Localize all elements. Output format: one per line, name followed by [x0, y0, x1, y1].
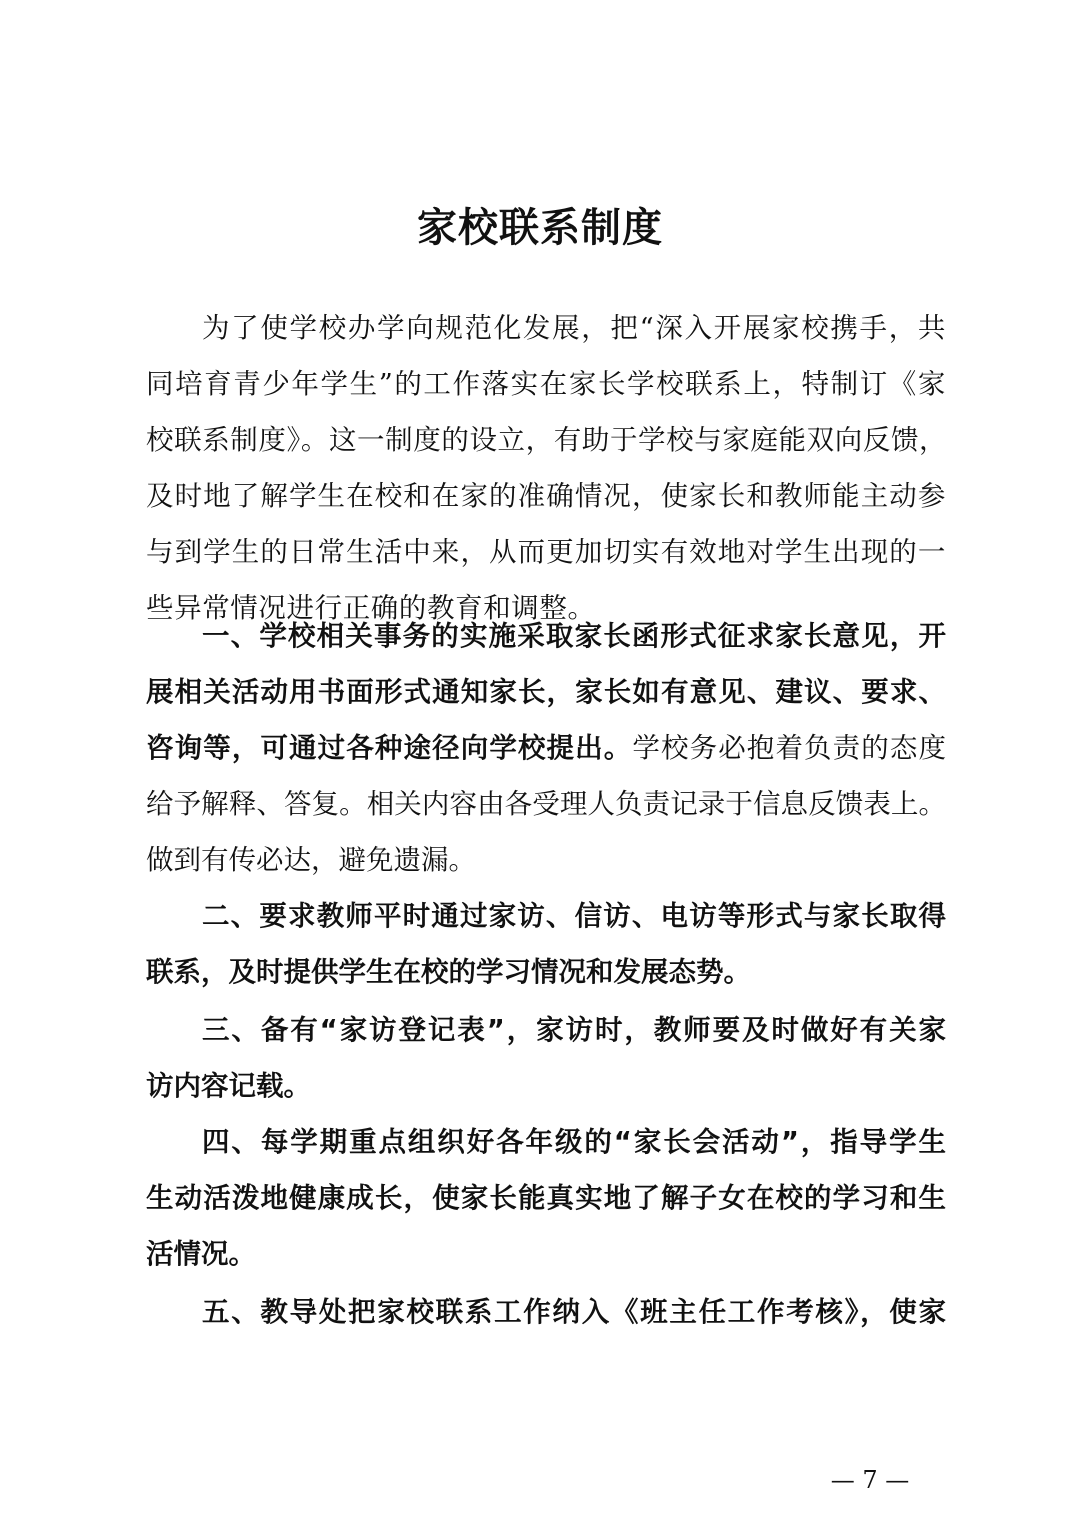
text-line-mixed: [146, 720, 946, 776]
text-line: 同培育青少年学生”的工作落实在家长学校联系上，特制订《家: [146, 368, 946, 400]
section-two: [146, 888, 946, 1000]
section-five: [146, 1284, 946, 1340]
text-line: 及时地了解学生在校和在家的准确情况，使家长和教师能主动参: [146, 480, 946, 512]
text-regular-segment: 学校务必抱着负责的态度: [632, 732, 947, 764]
text-line: 二、要求教师平时通过家访、信访、电访等形式与家长取得: [202, 900, 946, 932]
text-line: 展相关活动用书面形式通知家长，家长如有意见、建议、要求、: [146, 676, 946, 708]
section-three: [146, 1002, 946, 1114]
text-line: 为了使学校办学向规范化发展，把“深入开展家校携手，共: [202, 312, 947, 344]
text-bold-segment: 咨询等，可通过各种途径向学校提出。: [146, 732, 633, 764]
text-line: 做到有传必达，避免遗漏。: [146, 844, 476, 876]
text-line: 些异常情况进行正确的教育和调整。: [146, 592, 596, 624]
page-number: — 7 —: [830, 1466, 910, 1494]
text-line: 四、每学期重点组织好各年级的“家长会活动”，指导学生: [202, 1126, 946, 1158]
text-line: 活情况。: [146, 1238, 256, 1270]
page-title: 家校联系制度: [417, 205, 663, 251]
text-line: 一、学校相关事务的实施采取家长函形式征求家长意见，开: [202, 620, 946, 652]
text-line: 校联系制度》。这一制度的设立，有助于学校与家庭能双向反馈，: [146, 424, 948, 456]
text-line: 与到学生的日常生活中来，从而更加切实有效地对学生出现的一: [146, 536, 946, 568]
text-line: 生动活泼地健康成长，使家长能真实地了解子女在校的学习和生: [146, 1182, 946, 1214]
text-line: 访内容记载。: [146, 1070, 311, 1102]
section-four: [146, 1114, 946, 1282]
section-one: [146, 608, 946, 888]
text-line: 给予解释、答复。相关内容由各受理人负责记录于信息反馈表上。: [146, 788, 946, 820]
text-line: 联系，及时提供学生在校的学习情况和发展态势。: [146, 956, 751, 988]
intro-paragraph: [146, 300, 946, 636]
text-line: 三、备有“家访登记表”，家访时，教师要及时做好有关家: [202, 1014, 946, 1046]
text-line: 五、教导处把家校联系工作纳入《班主任工作考核》，使家: [202, 1296, 946, 1328]
